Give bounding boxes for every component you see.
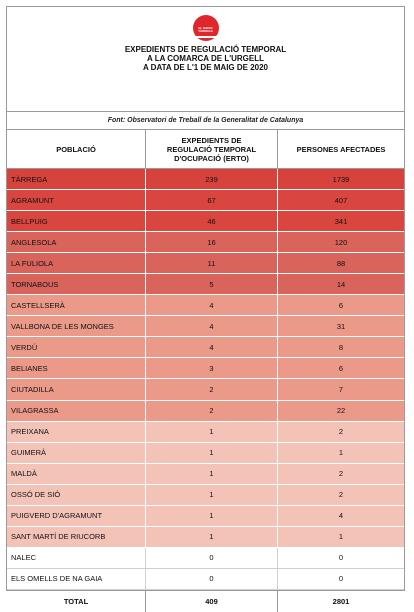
cell-persons: 14 — [336, 279, 346, 289]
data-table — [7, 130, 404, 612]
table-row — [7, 316, 404, 337]
table-row — [7, 569, 404, 590]
table-row — [7, 506, 404, 527]
cell-poblacio: VILAGRASSA — [7, 401, 146, 421]
cell-poblacio: ELS OMELLS DE NA GAIA — [7, 569, 146, 589]
table-row — [7, 379, 404, 400]
table-row — [7, 295, 404, 316]
cell-erto: 4 — [146, 337, 278, 357]
cell-poblacio: MALDÀ — [7, 464, 146, 484]
cell-persons: 407 — [334, 195, 348, 205]
cell-persons: 0 — [338, 553, 344, 563]
column-header-row — [7, 130, 404, 169]
cell-erto: 2 — [146, 379, 278, 399]
cell-poblacio: SANT MARTÍ DE RIUCORB — [7, 527, 146, 547]
cell-persons: 7 — [338, 384, 344, 394]
cell-poblacio: LA FULIOLA — [7, 253, 146, 273]
cell-erto: 1 — [146, 485, 278, 505]
cell-poblacio: CIUTADILLA — [7, 379, 146, 399]
cell-erto: 46 — [146, 211, 278, 231]
cell-erto: 1 — [146, 464, 278, 484]
table-row — [7, 401, 404, 422]
cell-persons: 1 — [338, 448, 344, 458]
cell-erto: 4 — [146, 316, 278, 336]
cell-persons: 341 — [334, 216, 348, 226]
cell-persons: 6 — [338, 363, 344, 373]
cell-persons: 8 — [338, 342, 344, 352]
table-row — [7, 358, 404, 379]
cell-persons: 0 — [338, 574, 344, 584]
table-row — [7, 274, 404, 295]
cell-persons: 6 — [338, 300, 344, 310]
cell-erto: 1 — [146, 422, 278, 442]
cell-poblacio: VALLBONA DE LES MONGES — [7, 316, 146, 336]
cell-poblacio: GUIMERÀ — [7, 443, 146, 463]
table-row — [7, 337, 404, 358]
cell-persons: 22 — [336, 406, 346, 416]
logo-text: EL RADIO TÀRREGA — [198, 26, 213, 33]
cell-persons: 1739 — [332, 174, 350, 184]
cell-erto: 67 — [146, 190, 278, 210]
cell-poblacio: ANGLESOLA — [7, 232, 146, 252]
cell-persons: 2 — [338, 490, 344, 500]
cell-erto: 1 — [146, 443, 278, 463]
cell-poblacio: TORNABOUS — [7, 274, 146, 294]
column-header-persons: PERSONES AFECTADES — [296, 144, 386, 154]
title-line-3: A DATA DE L'1 DE MAIG DE 2020 — [142, 63, 269, 72]
cell-erto: 3 — [146, 358, 278, 378]
cell-persons: 2 — [338, 469, 344, 479]
erto-table-sheet — [6, 6, 405, 606]
radio-logo — [193, 15, 219, 41]
column-header-erto: EXPEDIENTS DE REGULACIÓ TEMPORAL D'OCUPACIÓ (ERTO) — [146, 130, 278, 168]
cell-erto: 239 — [146, 169, 278, 189]
total-row — [7, 590, 404, 612]
total-label: TOTAL — [7, 591, 146, 612]
source-note: Font: Observatori de Treball de la Generalitat de Catalunya — [7, 112, 404, 130]
cell-erto: 16 — [146, 232, 278, 252]
total-erto: 409 — [146, 591, 278, 612]
cell-persons: 2 — [338, 427, 344, 437]
table-row — [7, 548, 404, 569]
table-row — [7, 464, 404, 485]
title-line-2: A LA COMARCA DE L'URGELL — [146, 54, 264, 63]
cell-erto: 11 — [146, 253, 278, 273]
logo-band — [196, 36, 216, 38]
table-row — [7, 527, 404, 548]
cell-persons: 31 — [336, 321, 346, 331]
cell-persons: 4 — [338, 511, 344, 521]
cell-erto: 1 — [146, 527, 278, 547]
cell-erto: 5 — [146, 274, 278, 294]
cell-poblacio: NALEC — [7, 548, 146, 568]
table-row — [7, 443, 404, 464]
cell-poblacio: OSSÓ DE SIÓ — [7, 485, 146, 505]
cell-erto: 0 — [146, 569, 278, 589]
table-header — [7, 15, 404, 112]
cell-poblacio: AGRAMUNT — [7, 190, 146, 210]
cell-poblacio: PREIXANA — [7, 422, 146, 442]
column-header-poblacio: POBLACIÓ — [7, 130, 146, 168]
cell-erto: 1 — [146, 506, 278, 526]
cell-persons: 1 — [338, 532, 344, 542]
table-row — [7, 485, 404, 506]
cell-poblacio: PUIGVERD D'AGRAMUNT — [7, 506, 146, 526]
cell-persons: 88 — [336, 258, 346, 268]
total-persons: 2801 — [332, 596, 350, 606]
cell-poblacio: BELLPUIG — [7, 211, 146, 231]
table-row — [7, 190, 404, 211]
table-row — [7, 253, 404, 274]
table-row — [7, 211, 404, 232]
cell-poblacio: VERDÚ — [7, 337, 146, 357]
cell-persons: 120 — [334, 237, 348, 247]
cell-erto: 2 — [146, 401, 278, 421]
table-row — [7, 169, 404, 190]
table-row — [7, 232, 404, 253]
table-row — [7, 422, 404, 443]
cell-erto: 4 — [146, 295, 278, 315]
cell-poblacio: CASTELLSERÀ — [7, 295, 146, 315]
cell-poblacio: BELIANES — [7, 358, 146, 378]
table-body — [7, 169, 404, 590]
page-title — [7, 45, 404, 72]
cell-erto: 0 — [146, 548, 278, 568]
title-line-1: EXPEDIENTS DE REGULACIÓ TEMPORAL — [124, 45, 287, 54]
cell-poblacio: TÀRREGA — [7, 169, 146, 189]
